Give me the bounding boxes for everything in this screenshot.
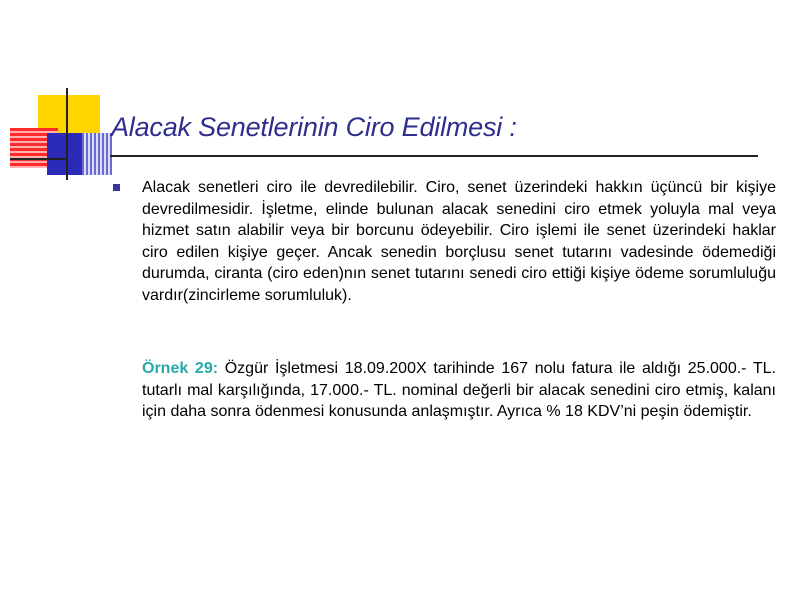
horizontal-line (10, 158, 66, 160)
blue-striped-square (82, 133, 112, 175)
blue-square (47, 133, 83, 175)
vertical-line (66, 88, 68, 180)
square-bullet-icon (113, 184, 120, 191)
example-label: Örnek 29: (142, 360, 219, 377)
example-paragraph (142, 358, 776, 423)
slide-title: Alacak Senetlerinin Ciro Edilmesi : (111, 112, 517, 142)
example-text: Özgür İşletmesi 18.09.200X tarihinde 167 nolu fatura ile aldığı 25.000.- TL. tutarlı mal karşılığında, 17.000.- TL. nominal değerli bir alacak senedini ciro etmiş, kalanı için daha sonra ödenmesi konusunda anlaşmıştır. Ayrıca % 18 KDV’ni peşin ödemiştir. (142, 360, 776, 420)
decorative-logo (10, 88, 114, 180)
bullet-paragraph: Alacak senetleri ciro ile devredilebilir. Ciro, senet üzerindeki hakkın üçüncü bir kişiye devredilmesidir. İşletme, elinde bulunan alacak senedini ciro etmek yoluyla mal veya hizmet satın alabilir veya bir borcunu ödeyebilir. Ciro işlemi ile senet üzerindeki haklar ciro edilen kişiye geçer. Ancak senedin borçlusu senet tutarını vadesinde ödemediği durumda, ciranta (ciro eden)nın senet tutarını senedi ciro ettiği kişiye ödeme sorumluluğu vardır(zincirleme sorumluluk). (142, 179, 776, 304)
title-divider (110, 155, 758, 157)
